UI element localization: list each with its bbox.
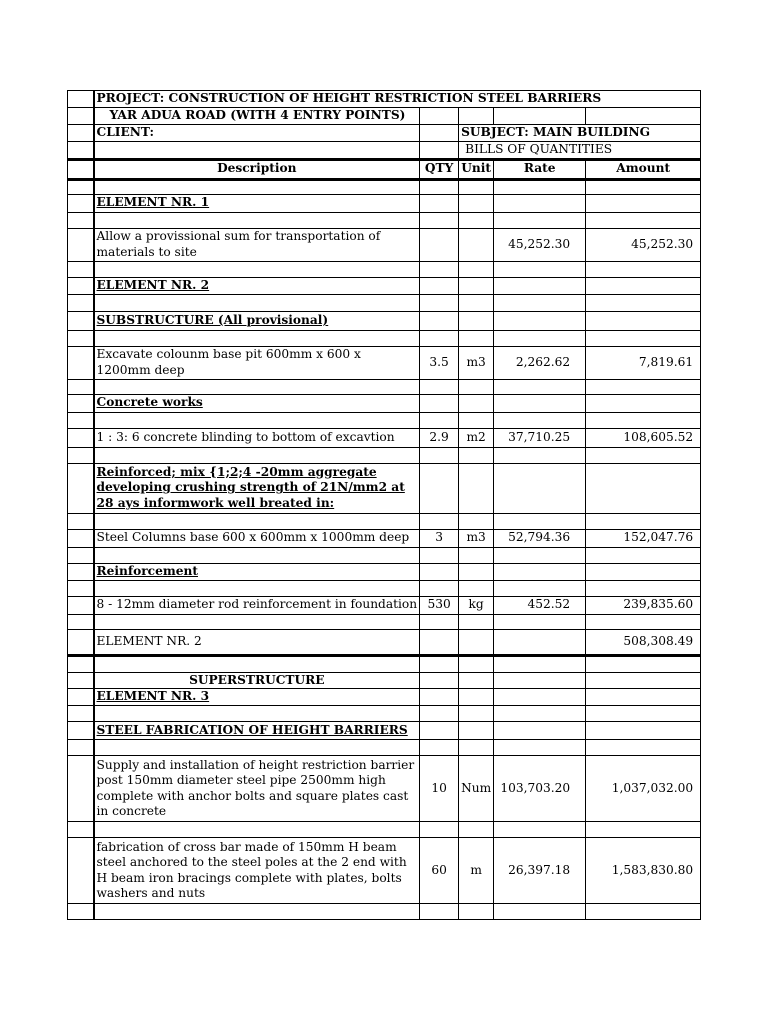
cross-bar-description: fabrication of cross bar made of 150mm H beam steel anchored to the steel poles at the 2 end with H beam iron bracings complete with plates, bolts washers and nuts <box>94 838 420 904</box>
steel-columns-qty: 3 <box>420 529 459 547</box>
steel-columns-description: Steel Columns base 600 x 600mm x 1000mm deep <box>94 529 420 547</box>
steel-fabrication-heading: STEEL FABRICATION OF HEIGHT BARRIERS <box>94 722 420 740</box>
rod-qty: 530 <box>420 596 459 614</box>
steel-columns-rate: 52,794.36 <box>494 529 586 547</box>
cross-bar-rate: 26,397.18 <box>494 838 586 904</box>
element-2-total-label: ELEMENT NR. 2 <box>94 629 420 655</box>
excavate-rate: 2,262.62 <box>494 346 586 379</box>
steel-columns-amount: 152,047.76 <box>586 529 701 547</box>
blinding-description: 1 : 3: 6 concrete blinding to bottom of excavtion <box>94 428 420 447</box>
col-description: Description <box>94 159 420 179</box>
road-title: YAR ADUA ROAD (WITH 4 ENTRY POINTS) <box>94 108 420 125</box>
cross-bar-unit: m <box>459 838 494 904</box>
blinding-amount: 108,605.52 <box>586 428 701 447</box>
reinforcement-heading: Reinforcement <box>94 563 420 580</box>
col-unit: Unit <box>459 159 494 179</box>
superstructure-heading: SUPERSTRUCTURE <box>94 672 420 689</box>
col-qty: QTY <box>420 159 459 179</box>
transport-amount: 45,252.30 <box>586 228 701 261</box>
boq-table <box>67 90 701 920</box>
client-label: CLIENT: <box>94 125 420 142</box>
element-2-heading: ELEMENT NR. 2 <box>94 277 420 294</box>
barrier-post-unit: Num <box>459 756 494 822</box>
element-3-heading: ELEMENT NR. 3 <box>94 689 420 706</box>
bills-of-quantities-label: BILLS OF QUANTITIES <box>459 142 701 160</box>
bill-of-quantities-sheet <box>67 90 701 920</box>
steel-columns-unit: m3 <box>459 529 494 547</box>
concrete-works-heading: Concrete works <box>94 394 420 412</box>
barrier-post-qty: 10 <box>420 756 459 822</box>
element-1-heading: ELEMENT NR. 1 <box>94 194 420 212</box>
excavate-qty: 3.5 <box>420 346 459 379</box>
reinforced-mix-heading: Reinforced; mix {1;2;4 -20mm aggregate developing crushing strength of 21N/mm2 at 28 ays informwork well breated in: <box>94 463 420 513</box>
transport-description: Allow a provissional sum for transportation of materials to site <box>94 228 420 261</box>
rod-amount: 239,835.60 <box>586 596 701 614</box>
cross-bar-amount: 1,583,830.80 <box>586 838 701 904</box>
col-amount: Amount <box>586 159 701 179</box>
substructure-heading: SUBSTRUCTURE (All provisional) <box>94 311 420 330</box>
element-2-total: 508,308.49 <box>586 629 701 655</box>
barrier-post-description: Supply and installation of height restriction barrier post 150mm diameter steel pipe 2500mm high complete with anchor bolts and square plates cast in concrete <box>94 756 420 822</box>
barrier-post-rate: 103,703.20 <box>494 756 586 822</box>
transport-rate: 45,252.30 <box>494 228 586 261</box>
subject-label: SUBJECT: MAIN BUILDING <box>459 125 701 142</box>
rod-rate: 452.52 <box>494 596 586 614</box>
rod-description: 8 - 12mm diameter rod reinforcement in foundation <box>94 596 420 614</box>
excavate-description: Excavate colounm base pit 600mm x 600 x 1200mm deep <box>94 346 420 379</box>
col-rate: Rate <box>494 159 586 179</box>
barrier-post-amount: 1,037,032.00 <box>586 756 701 822</box>
project-title: PROJECT: CONSTRUCTION OF HEIGHT RESTRICTION STEEL BARRIERS <box>94 91 701 108</box>
rod-unit: kg <box>459 596 494 614</box>
blinding-unit: m2 <box>459 428 494 447</box>
excavate-amount: 7,819.61 <box>586 346 701 379</box>
excavate-unit: m3 <box>459 346 494 379</box>
blinding-qty: 2.9 <box>420 428 459 447</box>
blinding-rate: 37,710.25 <box>494 428 586 447</box>
cross-bar-qty: 60 <box>420 838 459 904</box>
